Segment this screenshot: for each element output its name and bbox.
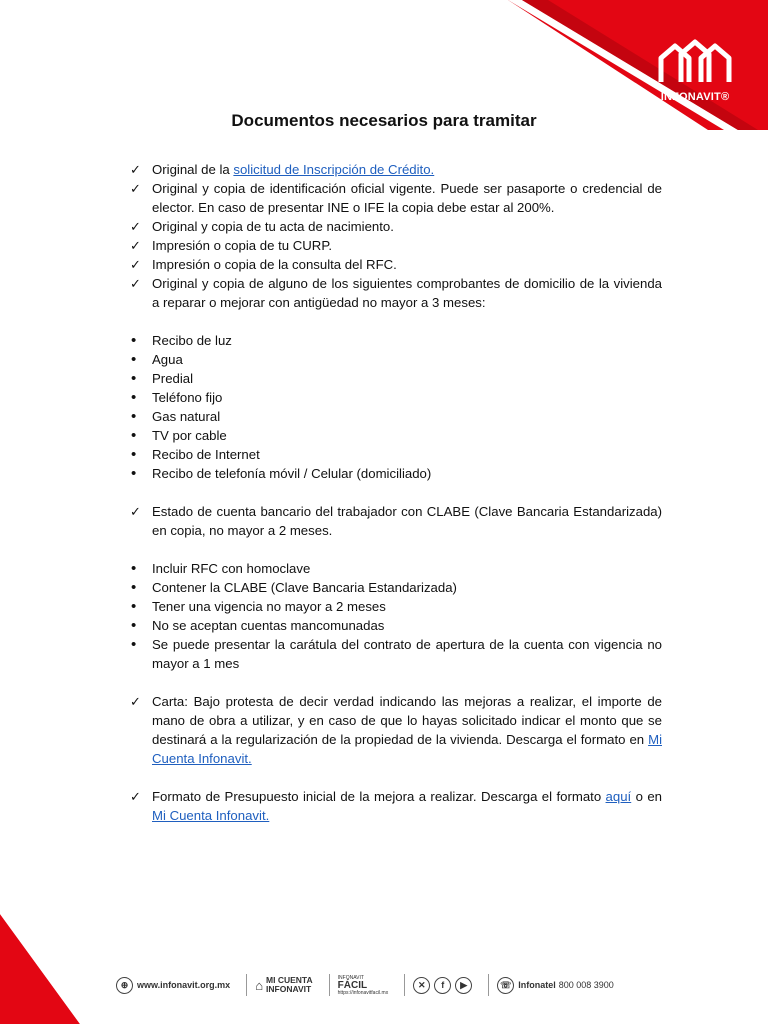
- checkmark-icon: ✓: [130, 162, 141, 177]
- footer: [116, 968, 661, 1002]
- bullet-item: • Recibo de luz: [131, 332, 232, 349]
- check-item: ✓ Original y copia de identificación oficial vigente. Puede ser pasaporte o credencial de elector. En caso de presentar INE o IFE la copia debe estar al 200%.: [130, 181, 662, 215]
- infonavit-facil-logo[interactable]: INFONAVIT FÁCIL https://infonavitfacil.mx: [337, 974, 389, 996]
- bullet-item: • Gas natural: [131, 408, 221, 425]
- logo-wordmark: INFONAVIT®: [660, 91, 730, 103]
- bullet-item: • Recibo de telefonía móvil / Celular (domiciliado): [131, 465, 432, 482]
- facebook-icon: f: [434, 977, 451, 994]
- checkmark-icon: ✓: [130, 789, 141, 804]
- bullet-icon: •: [131, 351, 137, 368]
- youtube-icon: ▶: [455, 977, 472, 994]
- bullet-icon: •: [131, 427, 137, 444]
- x-icon: ✕: [413, 977, 430, 994]
- globe-icon: ⊕: [116, 977, 133, 994]
- checkmark-icon: ✓: [130, 181, 141, 196]
- checkmark-icon: ✓: [130, 276, 141, 291]
- check-item: ✓ Impresión o copia de tu CURP.: [130, 238, 333, 253]
- bullet-item: • Se puede presentar la carátula del contrato de apertura de la cuenta con vigencia no mayor a 1 mes: [131, 636, 662, 671]
- bullet-item: • Predial: [131, 370, 194, 387]
- facebook-button[interactable]: [434, 977, 451, 994]
- check-item: ✓ Original de la solicitud de Inscripción de Crédito.: [130, 162, 435, 177]
- bullet-icon: •: [131, 636, 137, 653]
- mi-cuenta-infonavit-logo[interactable]: ⌂ MI CUENTA INFONAVIT: [255, 975, 313, 994]
- bullet-icon: •: [131, 389, 137, 406]
- house-icon: ⌂: [255, 977, 264, 993]
- aqui-link[interactable]: aquí: [605, 789, 632, 804]
- check-item: ✓ Carta: Bajo protesta de decir verdad indicando las mejoras a realizar, el importe de mano de obra a utilizar, y en caso de que lo hayas solicitado indicar el monto que se destinará a la regularización de la propiedad de la vivienda. Descarga el formato en Mi Cuenta Infonavit.: [130, 694, 662, 766]
- checklist-carta: [130, 692, 662, 768]
- bullet-item: • Contener la CLABE (Clave Bancaria Estandarizada): [131, 579, 457, 596]
- mi-cuenta-link[interactable]: Mi Cuenta Infonavit.: [152, 808, 270, 823]
- bullet-icon: •: [131, 465, 137, 482]
- bullet-icon: •: [131, 370, 137, 387]
- website-link[interactable]: ⊕ www.infonavit.org.mx: [116, 977, 230, 994]
- bullet-icon: •: [131, 332, 137, 349]
- bullet-icon: •: [131, 408, 137, 425]
- checklist-bank: [130, 502, 662, 540]
- phone-icon: ☏: [497, 977, 514, 994]
- bullet-icon: •: [131, 560, 137, 577]
- bullet-item: • Recibo de Internet: [131, 446, 260, 463]
- bullet-icon: •: [131, 598, 137, 615]
- checkmark-icon: ✓: [130, 238, 141, 253]
- check-item: ✓ Estado de cuenta bancario del trabajador con CLABE (Clave Bancaria Estandarizada) en copia, no mayor a 2 meses.: [130, 504, 662, 538]
- checkmark-icon: ✓: [130, 257, 141, 272]
- bullet-list-domicilio: [130, 331, 662, 483]
- check-item: ✓ Formato de Presupuesto inicial de la mejora a realizar. Descarga el formato aquí o en Mi Cuenta Infonavit.: [130, 789, 662, 823]
- bullet-item: • Incluir RFC con homoclave: [131, 560, 311, 577]
- bullet-icon: •: [131, 617, 137, 634]
- bullet-icon: •: [131, 579, 137, 596]
- mi-cuenta-link[interactable]: Mi Cuenta Infonavit.: [152, 732, 662, 766]
- bullet-item: • No se aceptan cuentas mancomunadas: [131, 617, 385, 634]
- bullet-item: • TV por cable: [131, 427, 227, 444]
- check-item: ✓ Original y copia de alguno de los siguientes comprobantes de domicilio de la vivienda a reparar o mejorar con antigüedad no mayor a 3 meses:: [130, 276, 662, 310]
- bullet-icon: •: [131, 446, 137, 463]
- infonatel-contact[interactable]: ☏ Infonatel 800 008 3900: [497, 977, 614, 994]
- bullet-item: • Tener una vigencia no mayor a 2 meses: [131, 598, 386, 615]
- bullet-item: • Agua: [131, 351, 183, 368]
- checkmark-icon: ✓: [130, 504, 141, 519]
- youtube-button[interactable]: [455, 977, 472, 994]
- bullet-list-bank: [130, 559, 662, 673]
- checkmark-icon: ✓: [130, 219, 141, 234]
- infonavit-logo: [650, 36, 740, 103]
- checklist-formato: [130, 787, 662, 825]
- document-body: [130, 160, 662, 825]
- x-social-button[interactable]: [413, 977, 430, 994]
- solicitud-link[interactable]: solicitud de Inscripción de Crédito.: [233, 162, 435, 177]
- checklist-main: [130, 160, 662, 312]
- infonavit-house-icon: [655, 36, 735, 84]
- check-item: ✓ Original y copia de tu acta de nacimiento.: [130, 219, 394, 234]
- page-title: Documentos necesarios para tramitar: [231, 111, 537, 130]
- checkmark-icon: ✓: [130, 694, 141, 709]
- corner-decoration-bottom: [0, 914, 80, 1024]
- bullet-item: • Teléfono fijo: [131, 389, 223, 406]
- check-item: ✓ Impresión o copia de la consulta del RFC.: [130, 257, 397, 272]
